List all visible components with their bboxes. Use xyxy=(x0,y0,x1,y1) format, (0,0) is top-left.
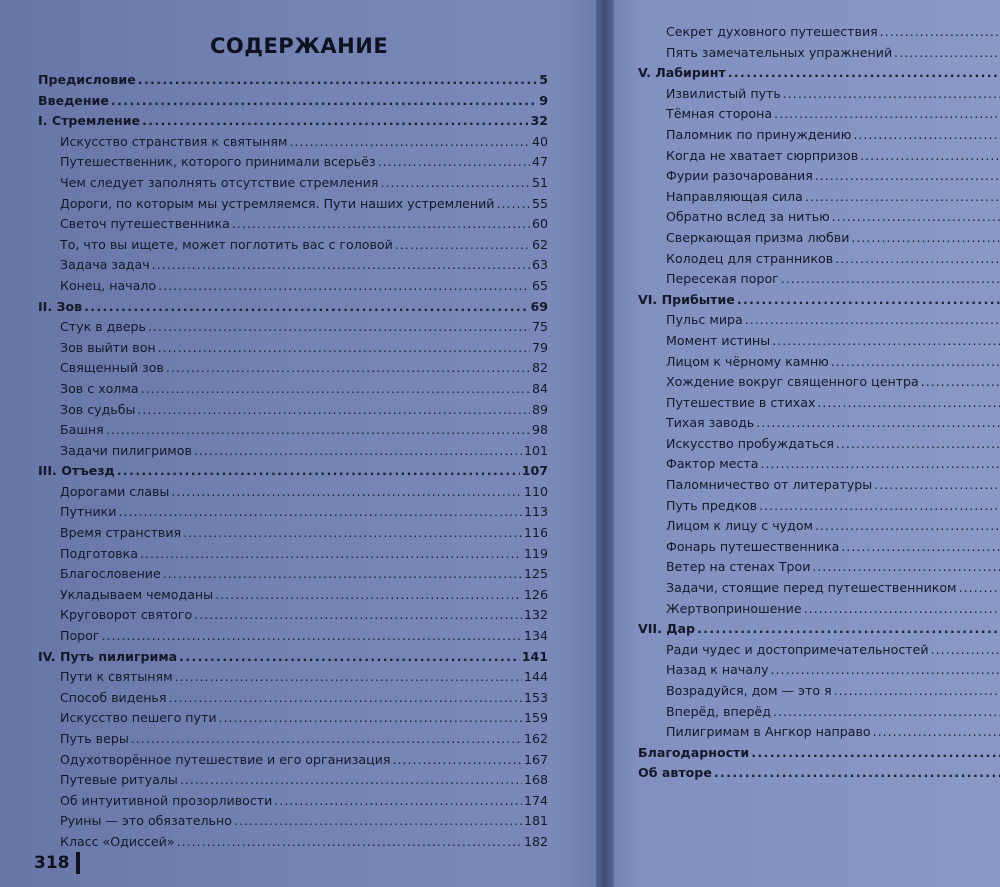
toc-dot-leader xyxy=(171,482,522,503)
toc-entry-label: Предисловие xyxy=(38,72,136,87)
toc-entry-label: Путники xyxy=(60,504,117,520)
toc-entry-label: Направляющая сила xyxy=(666,188,803,204)
toc-dot-leader xyxy=(118,502,521,523)
toc-entry-label: Искусство пробуждаться xyxy=(666,435,834,451)
toc-entry-page: 125 xyxy=(523,566,548,582)
toc-entry-page: 75 xyxy=(531,319,548,335)
toc-dot-leader xyxy=(177,832,522,853)
toc-dot-leader xyxy=(751,743,1000,764)
toc-entry-label: Ради чудес и достопримечательностей xyxy=(666,641,929,657)
toc-dot-leader xyxy=(959,578,1000,599)
toc-dot-leader xyxy=(381,173,530,194)
toc-entry-page: 82 xyxy=(531,360,548,376)
toc-section-entry xyxy=(638,599,1000,620)
toc-entry-label: Искусство пешего пути xyxy=(60,710,217,726)
toc-section-entry xyxy=(638,104,1000,125)
toc-entry-label: Пересекая порог xyxy=(666,271,779,287)
toc-chapter-entry xyxy=(638,619,1000,640)
toc-chapter-entry xyxy=(38,91,548,112)
toc-entry-page: 79 xyxy=(531,339,548,355)
toc-entry-label: Зов выйти вон xyxy=(60,339,156,355)
toc-section-entry xyxy=(638,516,1000,537)
toc-section-entry xyxy=(38,729,548,750)
toc-entry-label: Одухотворённое путешествие и его организация xyxy=(60,751,391,767)
toc-dot-leader xyxy=(158,338,530,359)
toc-dot-leader xyxy=(894,43,1000,64)
toc-dot-leader xyxy=(395,235,530,256)
toc-entry-label: Время странствия xyxy=(60,525,182,541)
toc-entry-label: Чем следует заполнять отсутствие стремления xyxy=(60,174,379,190)
toc-section-entry xyxy=(38,708,548,729)
toc-dot-leader xyxy=(851,228,1000,249)
toc-dot-leader xyxy=(831,352,1000,373)
toc-entry-label: Дороги, по которым мы устремляемся. Пути наших устремлений xyxy=(60,195,495,211)
toc-section-entry xyxy=(38,420,548,441)
toc-entry-label: Искусство странствия к святыням xyxy=(60,133,288,149)
toc-section-entry xyxy=(638,640,1000,661)
toc-section-entry xyxy=(638,496,1000,517)
toc-entry-label: Путь предков xyxy=(666,497,758,513)
toc-section-entry xyxy=(38,482,548,503)
toc-entry-label: Лицом к чёрному камню xyxy=(666,353,829,369)
toc-entry-page: 62 xyxy=(531,236,548,252)
toc-entry-label: Хождение вокруг священного центра xyxy=(666,374,919,390)
toc-section-entry xyxy=(638,454,1000,475)
toc-entry-label: Путевые ритуалы xyxy=(60,772,178,788)
toc-entry-page: 167 xyxy=(523,751,548,767)
toc-entry-label: VI. Прибытие xyxy=(638,291,735,307)
toc-entry-page: 60 xyxy=(531,216,548,232)
toc-dot-leader xyxy=(781,269,1000,290)
toc-entry-label: Паломник по принуждению xyxy=(666,126,852,142)
toc-dot-leader xyxy=(234,811,522,832)
toc-entry-label: Зов судьбы xyxy=(60,401,136,417)
toc-section-entry xyxy=(38,132,548,153)
toc-entry-page: 107 xyxy=(521,463,548,479)
toc-section-entry xyxy=(38,564,548,585)
toc-section-entry xyxy=(638,125,1000,146)
toc-entry-label: Пилигримам в Ангкор направо xyxy=(666,724,871,740)
toc-section-entry xyxy=(638,475,1000,496)
toc-chapter-entry xyxy=(38,647,548,668)
toc-dot-leader xyxy=(141,379,530,400)
toc-dot-leader xyxy=(274,791,522,812)
toc-dot-leader xyxy=(111,91,537,112)
toc-entry-label: Об интуитивной прозорливости xyxy=(60,792,273,808)
toc-dot-leader xyxy=(745,310,1000,331)
toc-section-entry xyxy=(638,207,1000,228)
toc-section-entry xyxy=(38,441,548,462)
toc-dot-leader xyxy=(921,372,1000,393)
toc-section-entry xyxy=(638,722,1000,743)
toc-section-entry xyxy=(38,235,548,256)
toc-section-entry xyxy=(38,379,548,400)
toc-entry-label: Благодарности xyxy=(638,744,750,760)
toc-dot-leader xyxy=(152,255,530,276)
toc-entry-label: Фурии разочарования xyxy=(666,168,813,184)
toc-dot-leader xyxy=(805,187,1000,208)
toc-dot-leader xyxy=(138,70,537,91)
toc-entry-label: Назад к началу xyxy=(666,662,769,678)
toc-entry-label: Порог xyxy=(60,628,100,644)
toc-section-entry xyxy=(638,578,1000,599)
toc-entry-label: V. Лабиринт xyxy=(638,65,726,81)
toc-dot-leader xyxy=(117,461,520,482)
toc-entry-label: Благословение xyxy=(60,566,161,582)
toc-dot-leader xyxy=(834,681,1000,702)
toc-section-entry xyxy=(638,43,1000,64)
toc-entry-page: 9 xyxy=(539,92,548,108)
toc-entry-label: IV. Путь пилигрима xyxy=(38,648,178,664)
toc-dot-leader xyxy=(131,729,522,750)
toc-entry-label: Руины — это обязательно xyxy=(60,813,232,829)
toc-section-entry xyxy=(38,605,548,626)
toc-entry-label: Когда не хватает сюрпризов xyxy=(666,147,859,163)
toc-entry-label: VII. Дар xyxy=(638,621,696,637)
toc-section-entry xyxy=(38,667,548,688)
page-number-text: 318 xyxy=(34,853,70,873)
toc-entry-label: III. Отъезд xyxy=(38,463,115,479)
toc-entry-label: Сверкающая призма любви xyxy=(666,229,850,245)
toc-entry-label: Священный зов xyxy=(60,360,164,376)
toc-dot-leader xyxy=(175,667,522,688)
toc-entry-label: Стук в дверь xyxy=(60,319,146,335)
toc-dot-leader xyxy=(232,214,530,235)
toc-chapter-entry xyxy=(38,297,548,318)
toc-entry-label: Круговорот святого xyxy=(60,607,193,623)
toc-dot-leader xyxy=(841,537,1000,558)
toc-section-entry xyxy=(38,626,548,647)
toc-entry-label: Конец, начало xyxy=(60,277,157,293)
toc-section-entry xyxy=(638,249,1000,270)
toc-dot-leader xyxy=(215,585,522,606)
toc-section-entry xyxy=(38,276,548,297)
folio-bar xyxy=(76,852,80,874)
toc-section-entry xyxy=(38,791,548,812)
toc-list-right xyxy=(638,22,1000,784)
toc-section-entry xyxy=(38,523,548,544)
toc-entry-page: 63 xyxy=(531,257,548,273)
toc-entry-label: Фонарь путешественника xyxy=(666,538,840,554)
toc-dot-leader xyxy=(931,640,1000,661)
toc-entry-page: 182 xyxy=(523,833,548,849)
toc-dot-leader xyxy=(378,152,530,173)
toc-section-entry xyxy=(638,310,1000,331)
toc-dot-leader xyxy=(137,400,530,421)
toc-entry-page: 141 xyxy=(521,648,548,664)
toc-section-entry xyxy=(638,228,1000,249)
toc-section-entry xyxy=(38,400,548,421)
toc-dot-leader xyxy=(783,84,1000,105)
toc-entry-page: 51 xyxy=(531,174,548,190)
toc-section-entry xyxy=(638,352,1000,373)
toc-entry-page: 113 xyxy=(523,504,548,520)
toc-section-entry xyxy=(38,750,548,771)
toc-entry-label: Тихая заводь xyxy=(666,415,755,431)
toc-entry-label: Вперёд, вперёд xyxy=(666,703,771,719)
toc-dot-leader xyxy=(880,22,1000,43)
toc-dot-leader xyxy=(773,702,1000,723)
toc-entry-label: Фактор места xyxy=(666,456,759,472)
toc-section-entry xyxy=(638,660,1000,681)
toc-entry-page: 32 xyxy=(530,113,548,129)
toc-entry-label: Путешествие в стихах xyxy=(666,394,816,410)
toc-chapter-entry xyxy=(638,290,1000,311)
toc-dot-leader xyxy=(179,647,520,668)
toc-entry-label: Укладываем чемоданы xyxy=(60,586,214,602)
toc-entry-page: 168 xyxy=(523,772,548,788)
toc-entry-label: Колодец для странников xyxy=(666,250,834,266)
toc-dot-leader xyxy=(697,619,1000,640)
toc-entry-label: Секрет духовного путешествия xyxy=(666,24,878,39)
toc-list-left xyxy=(38,70,548,853)
toc-dot-leader xyxy=(194,441,522,462)
toc-dot-leader xyxy=(183,523,522,544)
toc-section-entry xyxy=(638,22,1000,43)
toc-entry-page: 132 xyxy=(523,607,548,623)
toc-entry-label: Пять замечательных упражнений xyxy=(666,44,893,60)
toc-dot-leader xyxy=(158,276,530,297)
toc-entry-page: 144 xyxy=(523,669,548,685)
toc-chapter-entry xyxy=(638,63,1000,84)
toc-entry-page: 5 xyxy=(539,72,548,87)
toc-entry-page: 116 xyxy=(523,525,548,541)
toc-entry-page: 181 xyxy=(523,813,548,829)
toc-entry-page: 101 xyxy=(523,442,548,458)
toc-section-entry xyxy=(638,702,1000,723)
toc-dot-leader xyxy=(392,750,521,771)
toc-dot-leader xyxy=(166,358,530,379)
toc-dot-leader xyxy=(168,688,522,709)
toc-dot-leader xyxy=(756,413,1000,434)
toc-entry-label: I. Стремление xyxy=(38,113,141,129)
page-number xyxy=(34,852,80,874)
toc-chapter-entry xyxy=(38,111,548,132)
toc-entry-label: Башня xyxy=(60,422,104,438)
toc-dot-leader xyxy=(106,420,530,441)
toc-entry-label: Обратно вслед за нитью xyxy=(666,209,830,225)
toc-dot-leader xyxy=(836,434,1000,455)
toc-entry-page: 159 xyxy=(523,710,548,726)
toc-entry-label: Задача задач xyxy=(60,257,150,273)
toc-section-entry xyxy=(38,811,548,832)
toc-entry-page: 174 xyxy=(523,792,548,808)
toc-dot-leader xyxy=(714,763,1000,784)
toc-entry-label: Светоч путешественника xyxy=(60,216,230,232)
toc-entry-page: 119 xyxy=(523,545,548,561)
toc-entry-label: То, что вы ищете, может поглотить вас с головой xyxy=(60,236,393,252)
toc-section-entry xyxy=(38,338,548,359)
toc-dot-leader xyxy=(832,207,1000,228)
toc-entry-label: Дорогами славы xyxy=(60,483,170,499)
toc-dot-leader xyxy=(760,454,1000,475)
toc-section-entry xyxy=(38,544,548,565)
toc-entry-label: Об авторе xyxy=(638,765,712,781)
toc-dot-leader xyxy=(815,166,1000,187)
toc-section-entry xyxy=(638,146,1000,167)
toc-chapter-entry xyxy=(38,70,548,91)
toc-dot-leader xyxy=(860,146,1000,167)
toc-entry-label: Путь веры xyxy=(60,731,129,746)
toc-dot-leader xyxy=(812,557,1000,578)
toc-section-entry xyxy=(38,585,548,606)
toc-dot-leader xyxy=(148,317,530,338)
toc-chapter-entry xyxy=(638,743,1000,764)
toc-entry-label: Пульс мира xyxy=(666,312,743,328)
toc-entry-page: 65 xyxy=(531,277,548,293)
toc-entry-page: 134 xyxy=(523,628,548,644)
toc-entry-label: Путешественник, которого принимали всерьёз xyxy=(60,154,376,170)
toc-entry-page: 98 xyxy=(531,422,548,438)
toc-dot-leader xyxy=(774,104,1000,125)
toc-dot-leader xyxy=(737,290,1000,311)
toc-entry-label: Момент истины xyxy=(666,332,771,348)
toc-section-entry xyxy=(638,269,1000,290)
toc-section-entry xyxy=(38,688,548,709)
toc-dot-leader xyxy=(219,708,522,729)
toc-section-entry xyxy=(38,317,548,338)
toc-dot-leader xyxy=(874,475,1000,496)
toc-entry-page: 47 xyxy=(531,154,548,170)
toc-dot-leader xyxy=(142,111,528,132)
toc-dot-leader xyxy=(771,660,1000,681)
toc-entry-label: Задачи, стоящие перед путешественником xyxy=(666,580,957,596)
toc-entry-label: Способ виденья xyxy=(60,689,167,705)
toc-dot-leader xyxy=(728,63,1000,84)
toc-dot-leader xyxy=(194,605,522,626)
toc-entry-label: Задачи пилигримов xyxy=(60,442,192,458)
toc-entry-label: Зов с холма xyxy=(60,380,139,396)
toc-dot-leader xyxy=(163,564,522,585)
toc-section-entry xyxy=(638,537,1000,558)
toc-entry-label: Извилистый путь xyxy=(666,85,781,101)
toc-entry-label: Подготовка xyxy=(60,545,138,561)
toc-section-entry xyxy=(38,832,548,853)
toc-entry-page: 126 xyxy=(523,586,548,602)
toc-section-entry xyxy=(638,557,1000,578)
toc-entry-label: Тёмная сторона xyxy=(666,106,773,122)
toc-section-entry xyxy=(638,681,1000,702)
toc-section-entry xyxy=(38,358,548,379)
toc-dot-leader xyxy=(772,331,1000,352)
toc-dot-leader xyxy=(853,125,1000,146)
toc-entry-label: Жертвоприношение xyxy=(666,600,802,616)
toc-title: СОДЕРЖАНИЕ xyxy=(210,34,389,58)
toc-section-entry xyxy=(38,194,548,215)
toc-dot-leader xyxy=(102,626,522,647)
toc-entry-page: 55 xyxy=(531,195,548,211)
toc-dot-leader xyxy=(140,544,522,565)
toc-entry-label: Пути к святыням xyxy=(60,669,173,685)
toc-dot-leader xyxy=(497,194,530,215)
toc-section-entry xyxy=(38,214,548,235)
toc-entry-page: 40 xyxy=(531,133,548,149)
toc-chapter-entry xyxy=(38,461,548,482)
toc-dot-leader xyxy=(817,393,1000,414)
toc-section-entry xyxy=(638,331,1000,352)
toc-dot-leader xyxy=(290,132,530,153)
toc-entry-label: Введение xyxy=(38,92,109,108)
toc-dot-leader xyxy=(759,496,1000,517)
toc-section-entry xyxy=(38,152,548,173)
toc-section-entry xyxy=(638,166,1000,187)
toc-dot-leader xyxy=(84,297,528,318)
toc-section-entry xyxy=(638,413,1000,434)
toc-entry-label: Паломничество от литературы xyxy=(666,477,873,493)
toc-section-entry xyxy=(638,84,1000,105)
toc-section-entry xyxy=(638,187,1000,208)
toc-section-entry xyxy=(38,502,548,523)
toc-section-entry xyxy=(38,255,548,276)
toc-entry-page: 69 xyxy=(530,298,548,314)
toc-dot-leader xyxy=(804,599,1000,620)
toc-dot-leader xyxy=(180,770,522,791)
toc-entry-page: 162 xyxy=(523,731,548,746)
toc-entry-label: Возрадуйся, дом — это я xyxy=(666,683,832,698)
toc-entry-page: 153 xyxy=(523,689,548,705)
toc-section-entry xyxy=(38,770,548,791)
toc-section-entry xyxy=(38,173,548,194)
toc-entry-label: II. Зов xyxy=(38,298,83,314)
toc-entry-page: 110 xyxy=(523,483,548,499)
toc-section-entry xyxy=(638,434,1000,455)
toc-chapter-entry xyxy=(638,763,1000,784)
toc-section-entry xyxy=(638,372,1000,393)
toc-entry-page: 84 xyxy=(531,380,548,396)
toc-entry-label: Ветер на стенах Трои xyxy=(666,559,811,575)
toc-dot-leader xyxy=(873,722,1000,743)
toc-entry-label: Класс «Одиссей» xyxy=(60,833,175,849)
right-page xyxy=(612,0,1000,887)
toc-dot-leader xyxy=(835,249,1000,270)
toc-entry-label: Лицом к лицу с чудом xyxy=(666,518,814,534)
toc-dot-leader xyxy=(815,516,1000,537)
toc-entry-page: 89 xyxy=(531,401,548,417)
toc-section-entry xyxy=(638,393,1000,414)
